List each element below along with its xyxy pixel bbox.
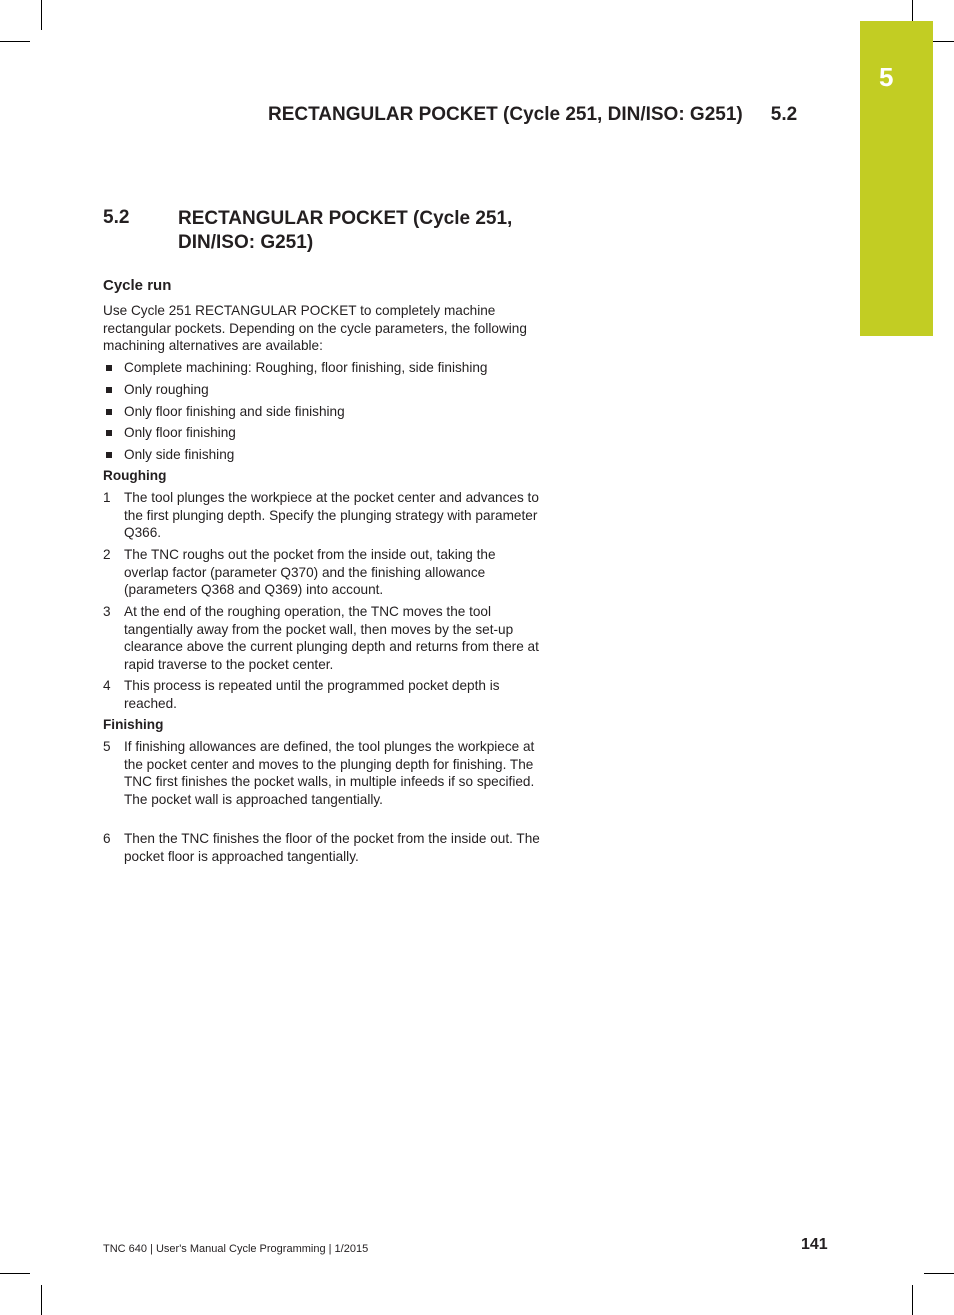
- subsection-heading: Cycle run: [103, 277, 172, 294]
- bullet-square-icon: [106, 365, 112, 371]
- roughing-heading: Roughing: [103, 468, 167, 483]
- running-head-title: RECTANGULAR POCKET (Cycle 251, DIN/ISO: G251): [268, 104, 743, 125]
- numbered-step: 3 At the end of the roughing operation, the TNC moves the tool tangentially away from the pocket wall, then moves by the set-up clearance above the current plunging depth and returns from there at rapid traverse to the pocket center.: [103, 604, 539, 672]
- section-number: 5.2: [103, 207, 130, 228]
- numbered-step: 5 If finishing allowances are defined, the tool plunges the workpiece at the pocket center and moves to the plunging depth for finishing. The TNC first finishes the pocket walls, in multiple infeeds if so specified. The pocket wall is approached tangentially.: [103, 739, 535, 807]
- bullet-square-icon: [106, 452, 112, 458]
- numbered-step: 4 This process is repeated until the programmed pocket depth is reached.: [103, 678, 500, 711]
- numbered-step: 2 The TNC roughs out the pocket from the inside out, taking the overlap factor (parameter Q370) and the finishing allowance (parameters Q368 and Q369) into account.: [103, 547, 496, 598]
- chapter-number: 5: [879, 62, 894, 92]
- bullet-square-icon: [106, 409, 112, 415]
- crop-mark: [41, 0, 42, 30]
- section-title: RECTANGULAR POCKET (Cycle 251, DIN/ISO: G251): [178, 208, 513, 253]
- bullet-square-icon: [106, 387, 112, 393]
- running-head: [268, 104, 797, 126]
- running-head-number: 5.2: [770, 104, 798, 125]
- crop-mark: [41, 1285, 42, 1315]
- crop-mark: [924, 1273, 954, 1274]
- footer-text: TNC 640 | User's Manual Cycle Programming | 1/2015: [103, 1243, 369, 1255]
- finishing-heading: Finishing: [103, 717, 164, 732]
- numbered-step: 6 Then the TNC finishes the floor of the pocket from the inside out. The pocket floor is approached tangentially.: [103, 831, 540, 864]
- crop-mark: [912, 1285, 913, 1315]
- numbered-step: 1 The tool plunges the workpiece at the pocket center and advances to the first plunging depth. Specify the plunging strategy with parameter Q366.: [103, 490, 539, 541]
- chapter-tab: [860, 21, 933, 336]
- crop-mark: [0, 41, 30, 42]
- page-number: 141: [801, 1236, 828, 1253]
- intro-paragraph: Use Cycle 251 RECTANGULAR POCKET to completely machine rectangular pockets. Depending on the cycle parameters, the following machining alternatives are available:: [103, 303, 527, 354]
- bullet-square-icon: [106, 430, 112, 436]
- crop-mark: [0, 1273, 30, 1274]
